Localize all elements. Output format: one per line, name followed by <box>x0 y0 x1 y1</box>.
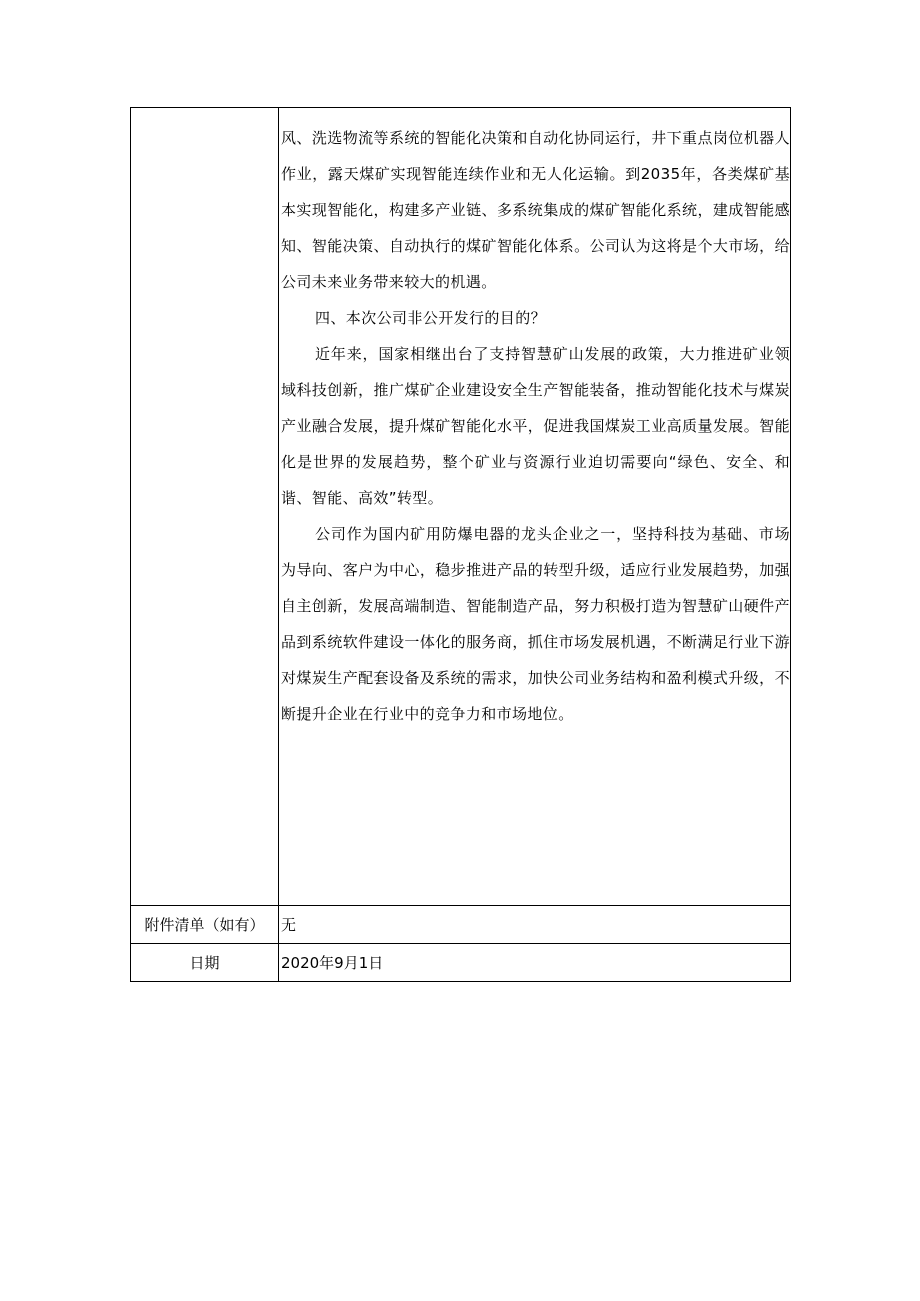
date-label: 日期 <box>131 944 279 982</box>
section-heading-purpose: 四、本次公司非公开发行的目的？ <box>315 309 547 327</box>
paragraph-company: 公司作为国内矿用防爆电器的龙头企业之一，坚持科技为基础、市场为导向、客户为中心，稳步推进产品的转型升级，适应行业发展趋势，加强自主创新，发展高端制造、智能制造产品，努力积极打造为智慧矿山硬件产品到系统软件建设一体化的服务商，抓住市场发展机遇，不断满足行业下游对煤炭生产配套设备及系统的需求，加快公司业务结构和盈利模式升级，不断提升企业在行业中的竞争力和市场地位。 <box>281 525 790 723</box>
paragraph-policy: 近年来，国家相继出台了支持智慧矿山发展的政策，大力推进矿业领域科技创新，推广煤矿企业建设安全生产智能装备，推动智能化技术与煤炭产业融合发展，提升煤矿智能化水平，促进我国煤炭工业高质量发展。智能化是世界的发展趋势，整个矿业与资源行业迫切需要向“绿色、安全、和谐、智能、高效”转型。 <box>281 345 790 507</box>
attachments-value: 无 <box>279 906 791 944</box>
date-value: 2020年9月1日 <box>279 944 791 982</box>
date-row <box>131 944 791 982</box>
record-table <box>130 107 791 982</box>
attachments-label: 附件清单（如有） <box>131 906 279 944</box>
attachments-row <box>131 906 791 944</box>
content-cell <box>279 108 791 906</box>
content-row <box>131 108 791 906</box>
paragraph-continuation: 风、洗选物流等系统的智能化决策和自动化协同运行，井下重点岗位机器人作业，露天煤矿实现智能连续作业和无人化运输。到2035年，各类煤矿基本实现智能化，构建多产业链、多系统集成的煤矿智能化系统，建成智能感知、智能决策、自动执行的煤矿智能化体系。公司认为这将是个大市场，给公司未来业务带来较大的机遇。 <box>281 129 790 291</box>
content-label-cell <box>131 108 279 906</box>
